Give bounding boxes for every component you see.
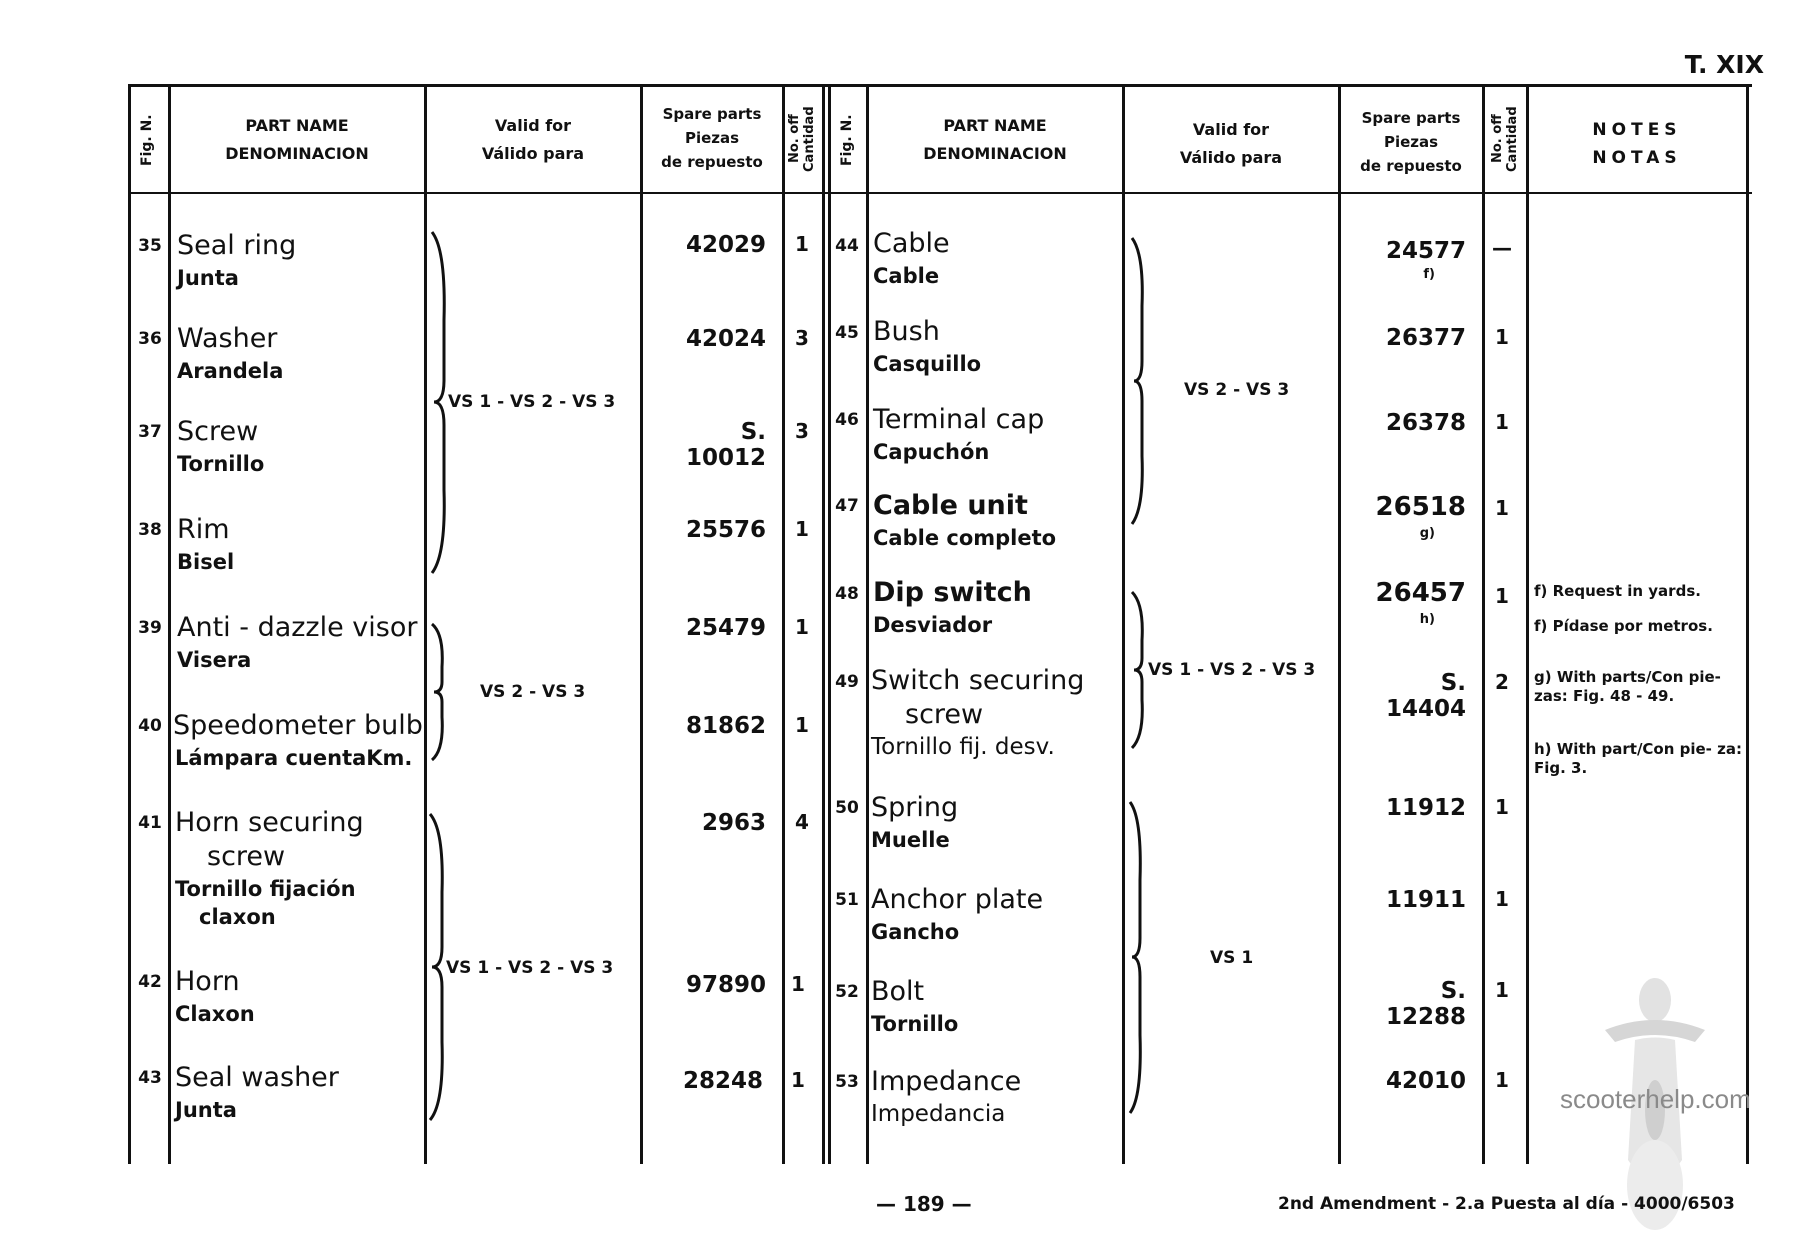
header-qty-en: No. off xyxy=(787,114,802,164)
fig-number: 35 xyxy=(138,236,162,256)
part-number: 26378 xyxy=(1385,410,1466,436)
fig-number: 38 xyxy=(138,520,162,540)
watermark-text: scooterhelp.com xyxy=(1560,1084,1751,1114)
header-part-name-es: DENOMINACION xyxy=(923,144,1067,163)
note-item: h) With part/Con pie- za: Fig. 3. xyxy=(1534,740,1742,777)
part-number: 26518 xyxy=(1375,492,1466,522)
part-number: S. 12288 xyxy=(1385,978,1466,1030)
part-number: 42010 xyxy=(1385,1068,1466,1094)
header-part-name-en: PART NAME xyxy=(943,116,1047,135)
brace-bracket xyxy=(430,230,450,575)
part-name-en: Anchor plate xyxy=(871,884,1044,915)
col-line xyxy=(1746,84,1749,1164)
col-line xyxy=(128,84,131,1164)
part-name-es: Lámpara cuentaKm. xyxy=(175,746,413,770)
header-notes xyxy=(1530,116,1744,172)
part-name-en: Speedometer bulb xyxy=(173,710,423,741)
fig-number: 42 xyxy=(138,972,162,992)
part-number: 42029 xyxy=(685,232,766,258)
header-valid-es: Válido para xyxy=(481,144,585,163)
part-name-es: Junta xyxy=(177,266,239,290)
part-name-en: Anti - dazzle visor xyxy=(177,612,418,643)
part-number: 25479 xyxy=(685,615,766,641)
part-name-en: Cable unit xyxy=(873,490,1028,521)
part-number: 26457 xyxy=(1375,578,1466,608)
brace-bracket xyxy=(1130,236,1150,526)
header-valid-en: Valid for xyxy=(1192,120,1270,139)
quantity: 1 xyxy=(795,517,809,541)
quantity: 3 xyxy=(795,419,809,443)
quantity: 3 xyxy=(795,326,809,350)
part-name-es: Capuchón xyxy=(873,440,990,464)
fig-number: 50 xyxy=(835,798,859,818)
quantity: 4 xyxy=(795,810,809,834)
header-valid xyxy=(428,112,638,168)
header-part-name xyxy=(870,112,1120,168)
brace-bracket xyxy=(1128,800,1148,1115)
part-number-note: f) xyxy=(1423,267,1435,282)
col-line xyxy=(168,84,171,1164)
quantity: — xyxy=(1492,236,1512,260)
part-name-en: Impedance xyxy=(871,1066,1022,1097)
brace-bracket xyxy=(428,812,448,1122)
header-valid-es: Válido para xyxy=(1179,148,1283,167)
page-reference: T. XIX xyxy=(1684,50,1764,79)
part-name-es: Casquillo xyxy=(873,352,982,376)
col-line xyxy=(1122,84,1125,1164)
part-name-es: Visera xyxy=(177,648,252,672)
part-number: S. 14404 xyxy=(1385,670,1466,722)
part-number: 26377 xyxy=(1385,325,1466,351)
fig-number: 43 xyxy=(138,1068,162,1088)
quantity: 1 xyxy=(1495,795,1509,819)
part-name-en: Washer xyxy=(177,323,278,354)
part-name-en: Bush xyxy=(873,316,940,347)
valid-for: VS 2 - VS 3 xyxy=(1184,380,1290,400)
part-name-es: Desviador xyxy=(873,613,993,637)
fig-number: 53 xyxy=(835,1072,859,1092)
quantity: 1 xyxy=(1495,584,1509,608)
part-name-es: Claxon xyxy=(175,1002,255,1026)
quantity: 1 xyxy=(795,713,809,737)
header-spare xyxy=(1342,106,1480,178)
fig-number: 52 xyxy=(835,982,859,1002)
part-name-es: Tornillo xyxy=(177,452,265,476)
brace-bracket xyxy=(430,622,450,762)
part-name-es: Tornillo xyxy=(871,1012,959,1036)
header-spare-2: Piezas xyxy=(684,129,740,147)
part-name-es: Tornillo fijación xyxy=(175,877,356,901)
part-name-en: Rim xyxy=(177,514,230,545)
header-part-name xyxy=(172,112,422,168)
header-valid xyxy=(1126,116,1336,172)
valid-for: VS 1 - VS 2 - VS 3 xyxy=(448,392,616,412)
header-qty-en: No. off xyxy=(1490,114,1505,164)
quantity: 1 xyxy=(1495,887,1509,911)
fig-number: 45 xyxy=(835,323,859,343)
part-number: 25576 xyxy=(685,517,766,543)
table-top-rule xyxy=(130,84,1752,87)
quantity: 1 xyxy=(1495,325,1509,349)
fig-number: 47 xyxy=(835,496,859,516)
header-spare-3: de repuesto xyxy=(661,153,763,171)
part-name-es: Cable xyxy=(873,264,940,288)
part-number: 42024 xyxy=(685,326,766,352)
part-name-es: Bisel xyxy=(177,550,235,574)
part-number: 11911 xyxy=(1385,887,1466,913)
note-item: g) With parts/Con pie- zas: Fig. 48 - 49. xyxy=(1534,668,1721,705)
part-name-es: Junta xyxy=(175,1098,237,1122)
page-number: — 189 — xyxy=(876,1192,972,1216)
header-qty xyxy=(1490,92,1520,186)
header-qty xyxy=(787,92,817,186)
header-qty-es: Cantidad xyxy=(802,106,817,172)
quantity: 1 xyxy=(1495,496,1509,520)
part-name-en: Switch securing xyxy=(871,665,1085,696)
fig-number: 49 xyxy=(835,672,859,692)
part-name-en: Horn securing xyxy=(175,807,364,838)
header-spare-3: de repuesto xyxy=(1360,157,1462,175)
col-line xyxy=(424,84,427,1164)
fig-number: 39 xyxy=(138,618,162,638)
header-spare-2: Piezas xyxy=(1383,133,1439,151)
header-part-name-en: PART NAME xyxy=(245,116,349,135)
header-part-name-es: DENOMINACION xyxy=(225,144,369,163)
header-qty-es: Cantidad xyxy=(1505,106,1520,172)
col-line xyxy=(1526,84,1529,1164)
part-name-es: Arandela xyxy=(177,359,284,383)
valid-for: VS 1 xyxy=(1210,948,1254,968)
header-bottom-rule xyxy=(130,192,1752,194)
part-name-es: Impedancia xyxy=(871,1101,1006,1127)
col-line xyxy=(866,84,869,1164)
part-name-es: Muelle xyxy=(871,828,950,852)
header-fig: Fig. N. xyxy=(839,114,855,166)
quantity: 1 xyxy=(1495,978,1509,1002)
part-number-note: g) xyxy=(1419,526,1435,541)
fig-number: 46 xyxy=(835,410,859,430)
header-spare-1: Spare parts xyxy=(662,105,762,123)
part-name-en: Seal washer xyxy=(175,1062,339,1093)
quantity: 1 xyxy=(795,232,809,256)
fig-number: 40 xyxy=(138,716,162,736)
fig-number: 44 xyxy=(835,236,859,256)
part-name-en: Cable xyxy=(873,228,950,259)
part-name-es: Gancho xyxy=(871,920,960,944)
valid-for: VS 1 - VS 2 - VS 3 xyxy=(446,958,614,978)
part-name-en-cont: screw xyxy=(207,841,286,872)
part-name-en: Terminal cap xyxy=(873,404,1045,435)
header-notes-en: NOTES xyxy=(1592,120,1682,140)
part-number: 2963 xyxy=(701,810,766,836)
amendment-note: 2nd Amendment - 2.a Puesta al día - 4000/6503 xyxy=(1278,1194,1735,1214)
part-name-en: Bolt xyxy=(871,976,925,1007)
fig-number: 48 xyxy=(835,584,859,604)
brace-bracket xyxy=(1130,590,1150,750)
header-valid-en: Valid for xyxy=(494,116,572,135)
part-name-en: Screw xyxy=(177,416,259,447)
part-name-en-cont: screw xyxy=(905,699,984,730)
part-name-es: Cable completo xyxy=(873,526,1057,550)
col-line xyxy=(640,84,643,1164)
part-number: 11912 xyxy=(1385,795,1466,821)
quantity: 1 xyxy=(1495,410,1509,434)
part-number-note: h) xyxy=(1419,612,1435,627)
part-name-en: Dip switch xyxy=(873,577,1032,608)
fig-number: 37 xyxy=(138,422,162,442)
note-item: f) Pídase por metros. xyxy=(1534,617,1713,635)
header-spare xyxy=(644,102,780,174)
part-number: 81862 xyxy=(685,713,766,739)
header-notes-es: NOTAS xyxy=(1592,148,1682,168)
part-number: 24577 xyxy=(1385,238,1466,264)
quantity: 2 xyxy=(1495,670,1509,694)
quantity: 1 xyxy=(1495,1068,1509,1092)
quantity: 1 xyxy=(791,1068,805,1092)
quantity: 1 xyxy=(791,972,805,996)
fig-number: 36 xyxy=(138,329,162,349)
part-name-en: Spring xyxy=(871,792,959,823)
part-number: S. 10012 xyxy=(685,419,766,471)
valid-for: VS 2 - VS 3 xyxy=(480,682,586,702)
part-name-es: Tornillo fij. desv. xyxy=(871,734,1055,760)
part-number: 97890 xyxy=(685,972,766,998)
part-name-es-cont: claxon xyxy=(199,905,276,929)
header-spare-1: Spare parts xyxy=(1361,109,1461,127)
fig-number: 51 xyxy=(835,890,859,910)
header-fig: Fig. N. xyxy=(139,114,155,166)
quantity: 1 xyxy=(795,615,809,639)
part-name-en: Horn xyxy=(175,966,240,997)
valid-for: VS 1 - VS 2 - VS 3 xyxy=(1148,660,1316,680)
part-number: 28248 xyxy=(682,1068,763,1094)
col-line xyxy=(822,84,825,1164)
fig-number: 41 xyxy=(138,813,162,833)
part-name-en: Seal ring xyxy=(177,230,297,261)
note-item: f) Request in yards. xyxy=(1534,582,1701,600)
